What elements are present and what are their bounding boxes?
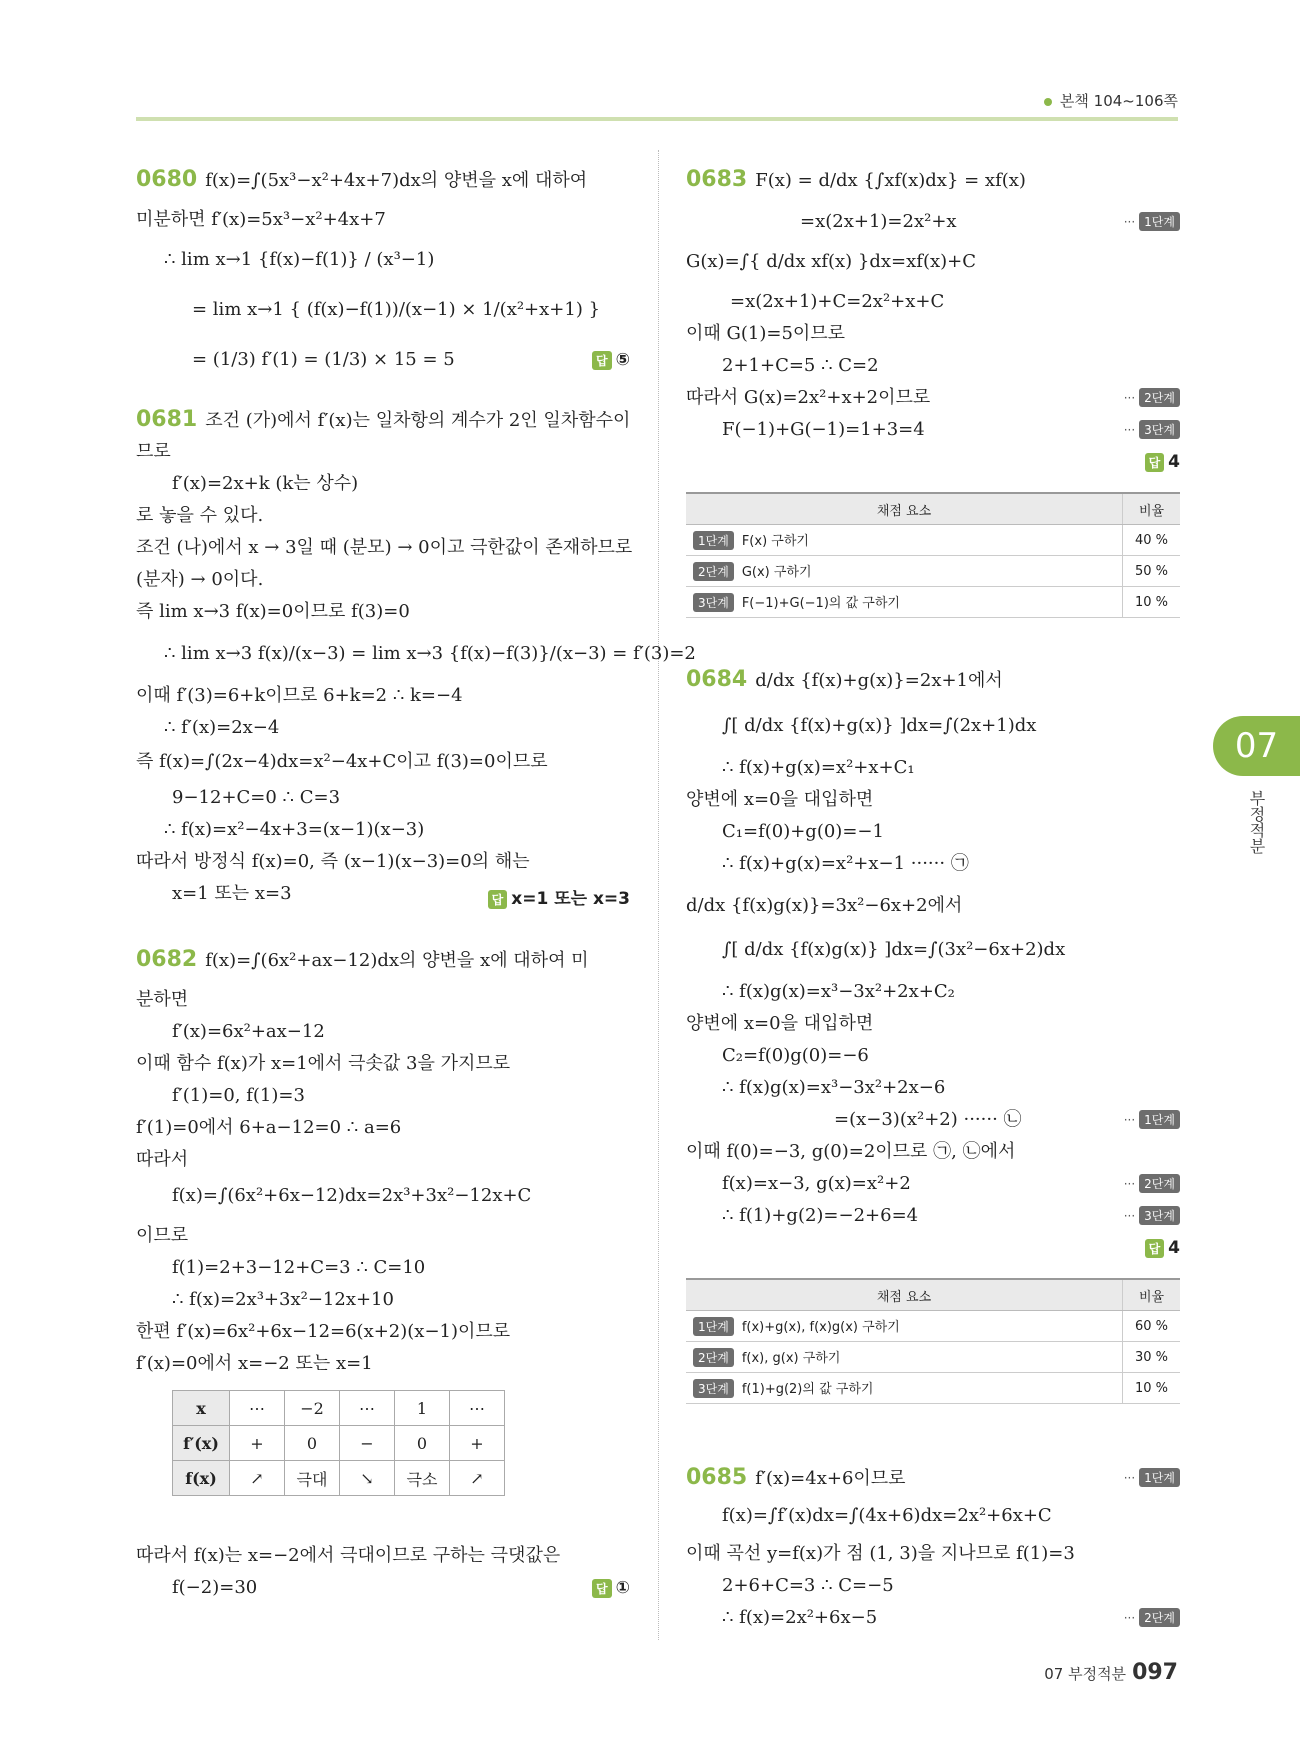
problem-0681-line-9: 이때 f′(3)=6+k이므로 6+k=2 ∴ k=−4: [136, 685, 463, 706]
problem-0681-line-1: 0681 조건 (가)에서 f′(x)는 일차항의 계수가 2인 일차함수이: [136, 407, 631, 432]
header-rule: [136, 117, 1178, 121]
problem-0682-line-9: 이므로: [136, 1225, 189, 1246]
problem-0683-line-6: 2+1+C=5 ∴ C=2: [722, 355, 879, 376]
problem-number: 0685: [686, 1465, 748, 1490]
problem-0684-line-3: ∴ f(x)+g(x)=x²+x+C₁: [722, 757, 915, 778]
problem-0682-line-6: f′(1)=0에서 6+a−12=0 ∴ a=6: [136, 1117, 402, 1138]
answer-tag-icon: 답: [1145, 1239, 1165, 1258]
problem-0681-line-12: 9−12+C=0 ∴ C=3: [172, 787, 341, 808]
page-footer: [1044, 1660, 1178, 1685]
table-row: 2단계 f(x), g(x) 구하기 30 %: [686, 1342, 1180, 1373]
footer-chapter: 07 부정적분: [1044, 1665, 1127, 1683]
problem-0684-line-7: d/dx {f(x)g(x)}=3x²−6x+2에서: [686, 895, 963, 916]
problem-0684-line-8: ∫[ d/dx {f(x)g(x)} ]dx=∫(3x²−6x+2)dx: [722, 939, 1066, 960]
sign-table: [172, 1390, 505, 1496]
problem-0681-line-6: (분자) → 0이다.: [136, 569, 264, 590]
step-badge: ··· 2단계: [1124, 388, 1180, 407]
problem-0680-line-1: 0680 f(x)=∫(5x³−x²+4x+7)dx의 양변을 x에 대하여: [136, 167, 588, 192]
table-row: 1단계 F(x) 구하기 40 %: [686, 525, 1180, 556]
problem-0680-line-3: ∴ lim x→1 {f(x)−f(1)} / (x³−1): [164, 249, 435, 270]
step-badge: ··· 3단계: [1124, 420, 1180, 439]
table-row: 채점 요소 비율: [686, 493, 1180, 525]
problem-number: 0684: [686, 667, 748, 692]
problem-0681-line-15: x=1 또는 x=3: [172, 883, 292, 904]
problem-number: 0681: [136, 407, 198, 432]
problem-0684-line-13: =(x−3)(x²+2) ······ ㉡: [834, 1109, 1022, 1130]
problem-0680-line-5: = (1/3) f′(1) = (1/3) × 15 = 5: [192, 349, 455, 370]
table-row: 채점 요소 비율: [686, 1279, 1180, 1311]
problem-0682-line-7: 따라서: [136, 1149, 189, 1170]
step-badge: ··· 1단계: [1124, 212, 1180, 231]
problem-0685-line-2: f(x)=∫f′(x)dx=∫(4x+6)dx=2x²+6x+C: [722, 1505, 1052, 1526]
step-badge: ··· 2단계: [1124, 1174, 1180, 1193]
problem-0684-line-16: ∴ f(1)+g(2)=−2+6=4: [722, 1205, 919, 1226]
step-badge: ··· 3단계: [1124, 1206, 1180, 1225]
problem-0681-line-14: 따라서 방정식 f(x)=0, 즉 (x−1)(x−3)=0의 해는: [136, 851, 530, 872]
answer-tag-icon: 답: [592, 1579, 612, 1598]
problem-0685-line-3: 이때 곡선 y=f(x)가 점 (1, 3)을 지나므로 f(1)=3: [686, 1543, 1075, 1564]
scoring-table-0684: [686, 1278, 1180, 1404]
problem-0684-line-10: 양변에 x=0을 대입하면: [686, 1013, 874, 1034]
problem-0684-line-14: 이때 f(0)=−3, g(0)=2이므로 ㉠, ㉡에서: [686, 1141, 1016, 1162]
table-row: x ⋯ −2 ⋯ 1 ⋯: [173, 1391, 505, 1426]
chapter-tab: 07: [1213, 716, 1300, 776]
table-row: 1단계 f(x)+g(x), f(x)g(x) 구하기 60 %: [686, 1311, 1180, 1342]
problem-0681-line-11: 즉 f(x)=∫(2x−4)dx=x²−4x+C이고 f(3)=0이므로: [136, 751, 548, 772]
problem-0683-line-7: 따라서 G(x)=2x²+x+2이므로: [686, 387, 931, 408]
problem-0681-line-4: 로 놓을 수 있다.: [136, 505, 264, 526]
problem-0682-line-14: 따라서 f(x)는 x=−2에서 극대이므로 구하는 극댓값은: [136, 1545, 561, 1566]
answer-0681: 답 x=1 또는 x=3: [488, 884, 630, 909]
answer-tag-icon: 답: [592, 351, 612, 370]
problem-0683-line-4: =x(2x+1)+C=2x²+x+C: [730, 291, 945, 312]
problem-0682-line-15: f(−2)=30: [172, 1577, 258, 1598]
problem-number: 0680: [136, 167, 198, 192]
problem-number: 0682: [136, 947, 198, 972]
problem-0684-line-6: ∴ f(x)+g(x)=x²+x−1 ······ ㉠: [722, 853, 969, 874]
bullet-icon: [1044, 98, 1052, 106]
problem-0683-line-8: F(−1)+G(−1)=1+3=4: [722, 419, 925, 440]
answer-0683: 답 4: [1145, 452, 1180, 472]
answer-0680: 답 ⑤: [592, 350, 630, 370]
problem-0681-line-5: 조건 (나)에서 x → 3일 때 (분모) → 0이고 극한값이 존재하므로: [136, 537, 633, 558]
problem-0682-line-10: f(1)=2+3−12+C=3 ∴ C=10: [172, 1257, 426, 1278]
page-number: 097: [1132, 1660, 1178, 1685]
answer-tag-icon: 답: [1145, 453, 1165, 472]
problem-0682-line-8: f(x)=∫(6x²+6x−12)dx=2x³+3x²−12x+C: [172, 1185, 532, 1206]
answer-0684: 답 4: [1145, 1238, 1180, 1258]
problem-0682-line-4: 이때 함수 f(x)가 x=1에서 극솟값 3을 가지므로: [136, 1053, 511, 1074]
problem-0681-line-8: ∴ lim x→3 f(x)/(x−3) = lim x→3 {f(x)−f(3)}/(x−3) = f′(3)=2: [164, 643, 696, 664]
problem-0683-line-2: =x(2x+1)=2x²+x: [800, 211, 957, 232]
column-divider: [658, 150, 659, 1640]
problem-0682-line-3: f′(x)=6x²+ax−12: [172, 1021, 325, 1042]
problem-0684-line-2: ∫[ d/dx {f(x)+g(x)} ]dx=∫(2x+1)dx: [722, 715, 1037, 736]
problem-0681-line-2: 므로: [136, 441, 171, 462]
problem-0681-line-10: ∴ f′(x)=2x−4: [164, 717, 280, 738]
table-row: f(x) ↗ 극대 ↘ 극소 ↗: [173, 1461, 505, 1496]
problem-0683-line-3: G(x)=∫{ d/dx xf(x) }dx=xf(x)+C: [686, 251, 976, 272]
table-row: f′(x) + 0 − 0 +: [173, 1426, 505, 1461]
step-badge: ··· 1단계: [1124, 1110, 1180, 1129]
problem-0681-line-13: ∴ f(x)=x²−4x+3=(x−1)(x−3): [164, 819, 425, 840]
problem-0683-line-5: 이때 G(1)=5이므로: [686, 323, 846, 344]
problem-0685-line-4: 2+6+C=3 ∴ C=−5: [722, 1575, 894, 1596]
answer-tag-icon: 답: [488, 890, 508, 909]
problem-0680-line-2: 미분하면 f′(x)=5x³−x²+4x+7: [136, 209, 386, 230]
step-badge: ··· 2단계: [1124, 1608, 1180, 1627]
step-badge: ··· 1단계: [1124, 1468, 1180, 1487]
problem-0685-line-1: 0685 f′(x)=4x+6이므로: [686, 1465, 906, 1490]
problem-0681-line-7: 즉 lim x→3 f(x)=0이므로 f(3)=0: [136, 601, 410, 622]
table-row: 3단계 f(1)+g(2)의 값 구하기 10 %: [686, 1373, 1180, 1404]
problem-0682-line-1: 0682 f(x)=∫(6x²+ax−12)dx의 양변을 x에 대하여 미: [136, 947, 589, 972]
problem-0684-line-4: 양변에 x=0을 대입하면: [686, 789, 874, 810]
scoring-table-0683: [686, 492, 1180, 618]
problem-0682-line-2: 분하면: [136, 989, 189, 1010]
table-row: 3단계 F(−1)+G(−1)의 값 구하기 10 %: [686, 587, 1180, 618]
problem-0684-line-11: C₂=f(0)g(0)=−6: [722, 1045, 869, 1066]
problem-0684-line-12: ∴ f(x)g(x)=x³−3x²+2x−6: [722, 1077, 946, 1098]
problem-0682-line-5: f′(1)=0, f(1)=3: [172, 1085, 305, 1106]
problem-0684-line-9: ∴ f(x)g(x)=x³−3x²+2x+C₂: [722, 981, 955, 1002]
problem-0682-line-12: 한편 f′(x)=6x²+6x−12=6(x+2)(x−1)이므로: [136, 1321, 511, 1342]
problem-0680-line-4: = lim x→1 { (f(x)−f(1))/(x−1) × 1/(x²+x+1) }: [192, 299, 601, 320]
problem-0682-line-13: f′(x)=0에서 x=−2 또는 x=1: [136, 1353, 373, 1374]
table-row: 2단계 G(x) 구하기 50 %: [686, 556, 1180, 587]
chapter-title: 부정적분: [1247, 790, 1266, 854]
page-reference: 본책 104~106쪽: [1044, 90, 1178, 111]
problem-0681-line-3: f′(x)=2x+k (k는 상수): [172, 473, 359, 494]
problem-0685-line-5: ∴ f(x)=2x²+6x−5: [722, 1607, 878, 1628]
problem-0684-line-1: 0684 d/dx {f(x)+g(x)}=2x+1에서: [686, 667, 1003, 692]
problem-0684-line-15: f(x)=x−3, g(x)=x²+2: [722, 1173, 911, 1194]
problem-0684-line-5: C₁=f(0)+g(0)=−1: [722, 821, 884, 842]
answer-0682: 답 ①: [592, 1578, 630, 1598]
problem-number: 0683: [686, 167, 748, 192]
problem-0682-line-11: ∴ f(x)=2x³+3x²−12x+10: [172, 1289, 394, 1310]
problem-0683-line-1: 0683 F(x) = d/dx {∫xf(x)dx} = xf(x): [686, 167, 1026, 192]
